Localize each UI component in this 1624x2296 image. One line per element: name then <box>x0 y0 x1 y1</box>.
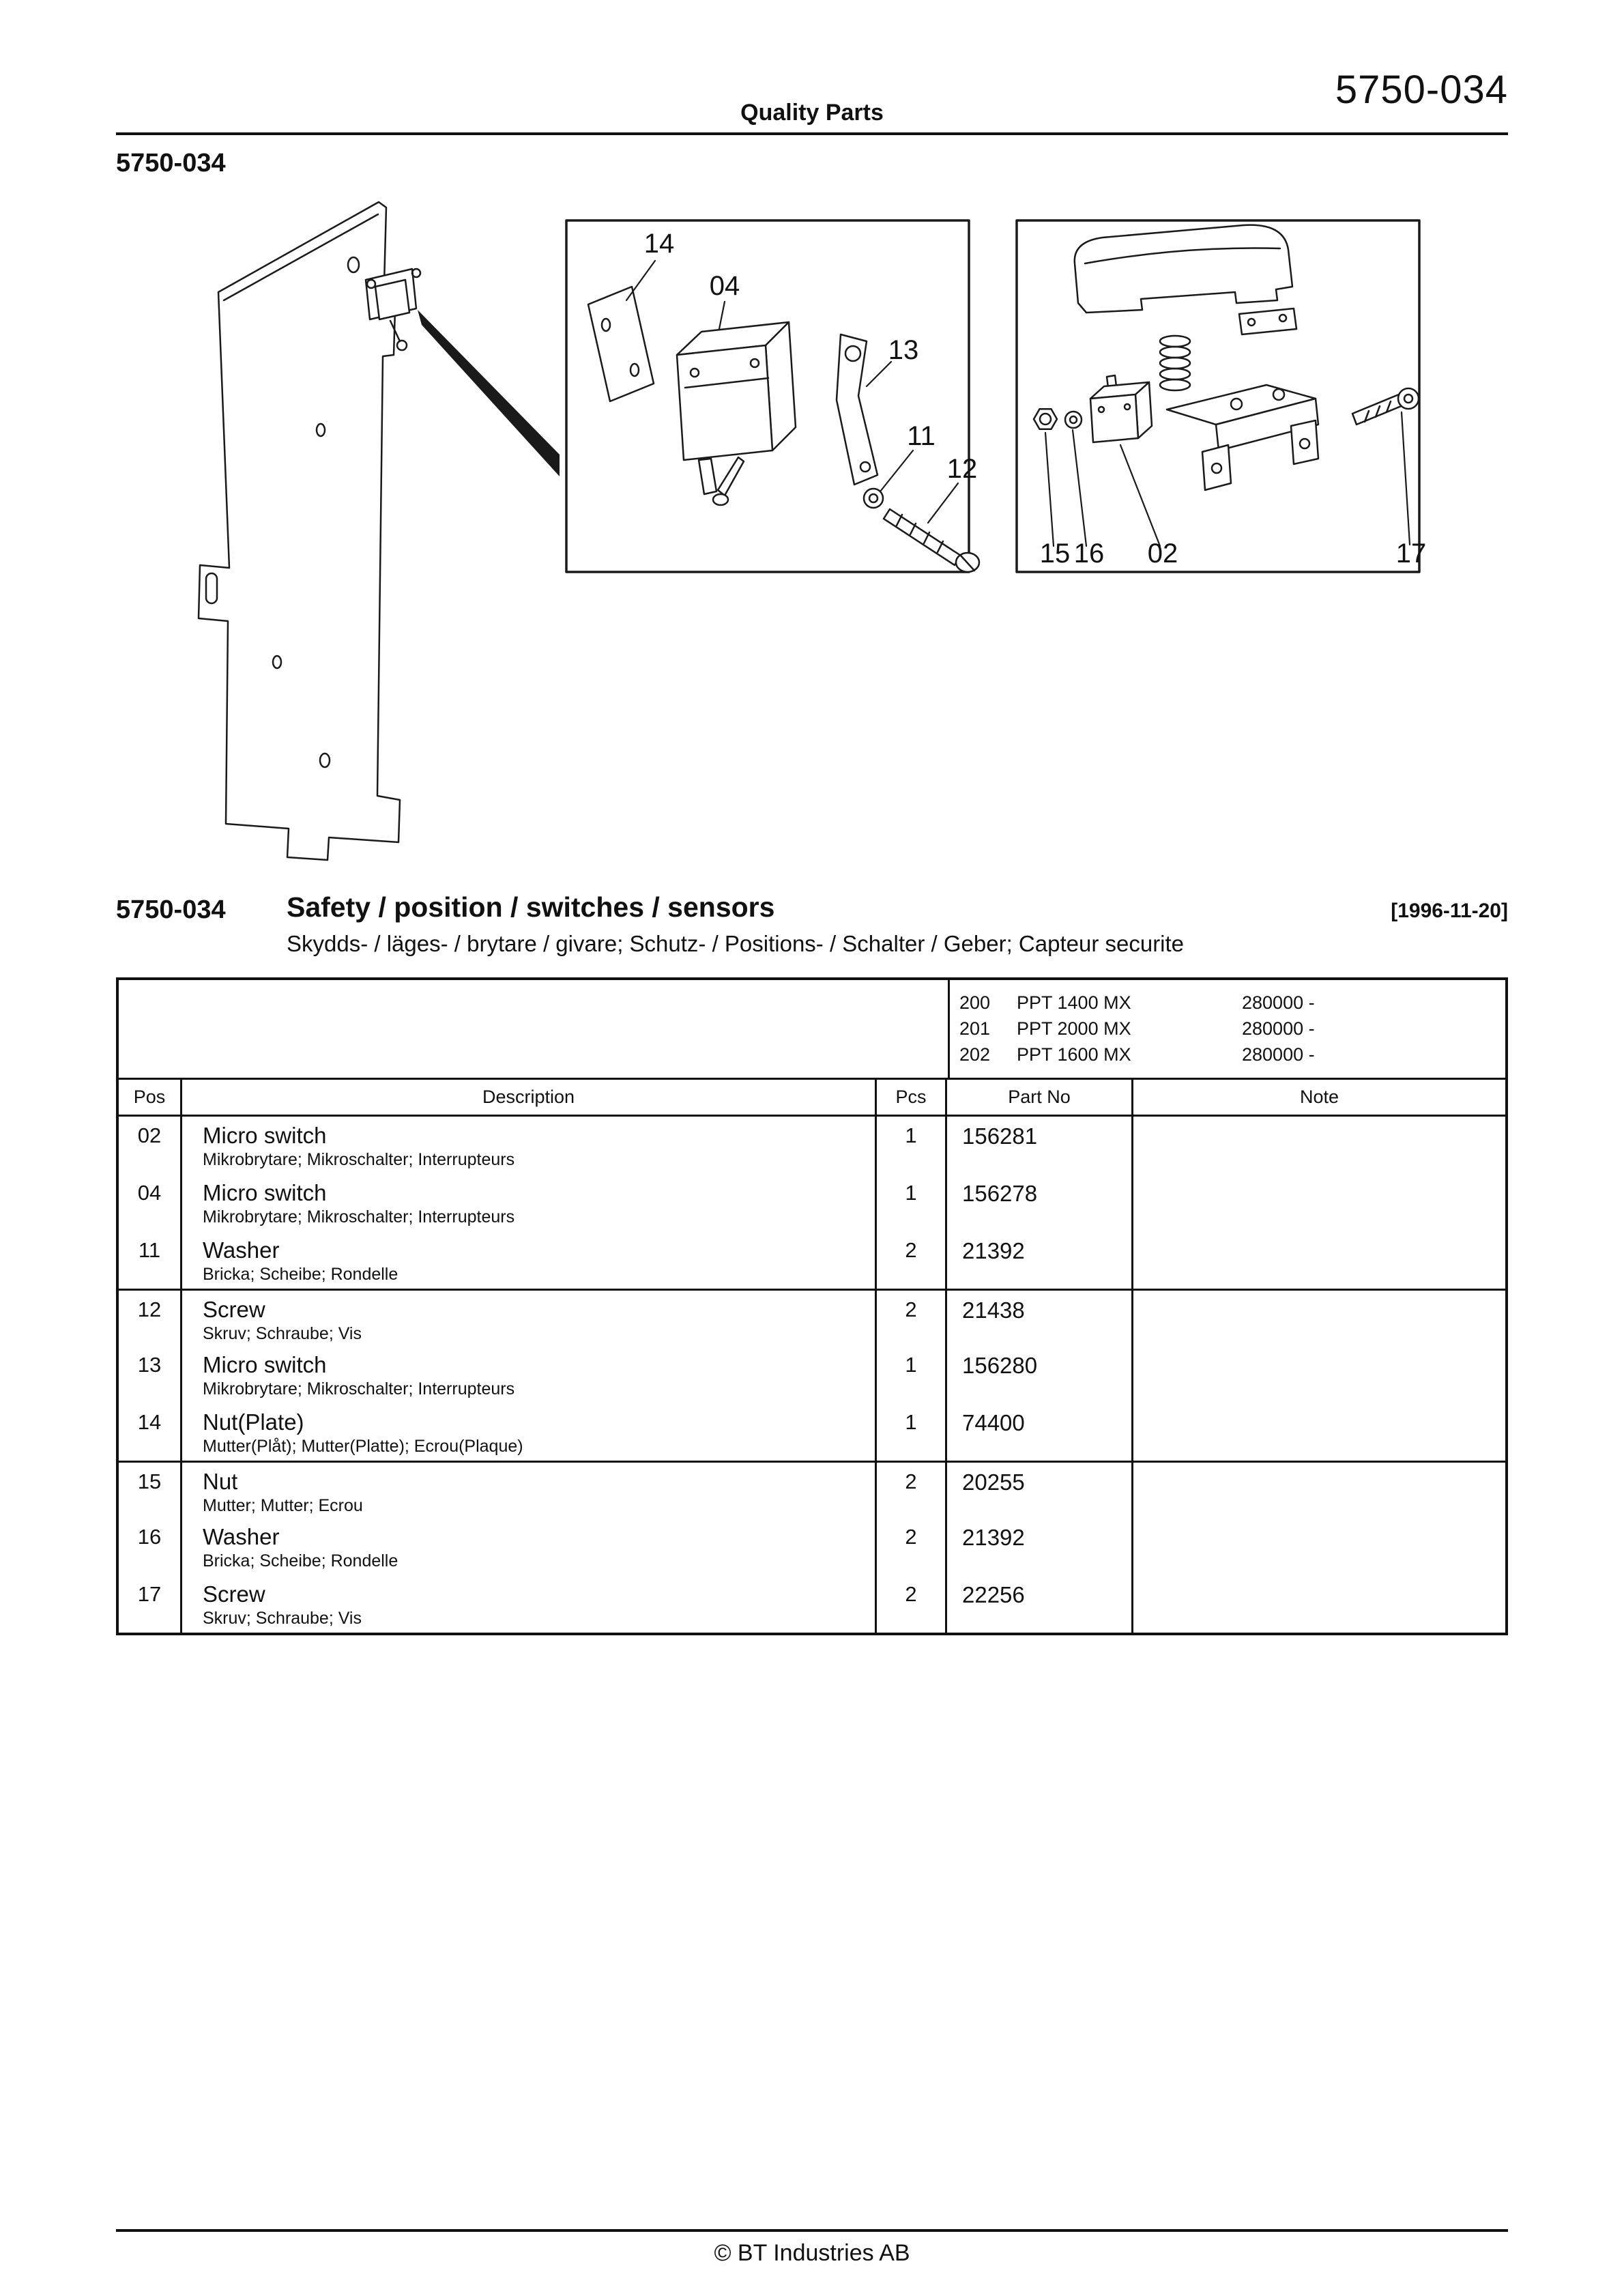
section-code-top: 5750-034 <box>116 149 226 177</box>
row-note <box>1131 1291 1505 1346</box>
table-row <box>119 1346 1505 1403</box>
callout-12: 12 <box>946 454 978 484</box>
col-header-part-no: Part No <box>945 1080 1131 1115</box>
exploded-view-figure <box>116 183 1508 879</box>
description-main: Micro switch <box>203 1180 327 1205</box>
row-pcs: 1 <box>875 1346 945 1403</box>
table-row <box>119 1289 1505 1346</box>
leader-wedge <box>418 310 560 476</box>
description-main: Washer <box>203 1237 280 1263</box>
model-name: PPT 1600 MX <box>1017 1044 1131 1065</box>
description-sub: Bricka; Scheibe; Rondelle <box>203 1265 398 1284</box>
description-sub: Skruv; Schraube; Vis <box>203 1609 362 1628</box>
row-description <box>180 1575 875 1633</box>
table-row <box>119 1518 1505 1575</box>
row-part-no: 74400 <box>945 1403 1131 1461</box>
table-row <box>119 1403 1505 1461</box>
header-rule <box>116 132 1508 135</box>
row-pos: 17 <box>137 1582 162 1606</box>
column-header-row <box>119 1080 1505 1117</box>
model-line <box>959 1016 1505 1042</box>
callout-16: 16 <box>1073 539 1105 569</box>
model-name: PPT 1400 MX <box>1017 992 1131 1013</box>
doc-number: 5750-034 <box>1335 68 1508 112</box>
description-main: Micro switch <box>203 1123 327 1148</box>
row-description <box>180 1518 875 1575</box>
description-sub: Mutter; Mutter; Ecrou <box>203 1496 363 1515</box>
row-pos: 15 <box>137 1469 162 1493</box>
description-main: Washer <box>203 1524 280 1549</box>
detail-box-1 <box>566 220 979 572</box>
row-note <box>1131 1174 1505 1231</box>
col-header-description: Description <box>180 1080 875 1115</box>
row-description <box>180 1403 875 1461</box>
parts-table <box>116 977 1508 1635</box>
row-note <box>1131 1463 1505 1518</box>
row-note <box>1131 1518 1505 1575</box>
table-row <box>119 1117 1505 1174</box>
section-title: Safety / position / switches / sensors <box>287 891 775 923</box>
description-sub: Mikrobrytare; Mikroschalter; Interrupteurs <box>203 1150 515 1169</box>
table-row <box>119 1231 1505 1289</box>
part-15-nut <box>1034 409 1057 429</box>
model-list <box>948 980 1505 1078</box>
row-note <box>1131 1575 1505 1633</box>
detail-box-2 <box>1017 220 1426 572</box>
page-title: Quality Parts <box>740 100 884 126</box>
row-part-no: 21392 <box>945 1231 1131 1289</box>
row-pcs: 2 <box>875 1291 945 1346</box>
row-part-no: 21392 <box>945 1518 1131 1575</box>
row-description <box>180 1117 875 1174</box>
row-pos: 04 <box>137 1181 162 1205</box>
row-pcs: 1 <box>875 1117 945 1174</box>
row-description <box>180 1463 875 1518</box>
row-pos: 12 <box>137 1297 162 1321</box>
part-16-washer <box>1065 412 1082 428</box>
col-header-pcs: Pcs <box>875 1080 945 1115</box>
model-line <box>959 990 1505 1016</box>
callout-17: 17 <box>1395 539 1427 569</box>
section-code: 5750-034 <box>116 895 226 924</box>
description-sub: Mutter(Plåt); Mutter(Platte); Ecrou(Plaque) <box>203 1437 523 1456</box>
callout-15: 15 <box>1039 539 1071 569</box>
section-title-block <box>116 891 1508 966</box>
row-note <box>1131 1117 1505 1174</box>
footer-rule <box>116 2229 1508 2232</box>
row-note <box>1131 1403 1505 1461</box>
section-subtitle: Skydds- / läges- / brytare / givare; Schutz- / Positions- / Schalter / Geber; Capteur securite <box>287 931 1185 956</box>
row-part-no: 21438 <box>945 1291 1131 1346</box>
col-header-pos: Pos <box>133 1087 166 1107</box>
footer-copyright: © BT Industries AB <box>714 2240 910 2266</box>
description-main: Nut(Plate) <box>203 1409 304 1435</box>
description-sub: Skruv; Schraube; Vis <box>203 1324 362 1343</box>
row-part-no: 156278 <box>945 1174 1131 1231</box>
callout-14: 14 <box>643 229 675 259</box>
row-note <box>1131 1231 1505 1289</box>
description-sub: Mikrobrytare; Mikroschalter; Interrupteurs <box>203 1379 515 1398</box>
table-row <box>119 1174 1505 1231</box>
callout-02: 02 <box>1147 539 1178 569</box>
row-pos: 14 <box>137 1410 162 1434</box>
description-main: Screw <box>203 1581 265 1607</box>
model-name: PPT 2000 MX <box>1017 1018 1131 1039</box>
row-part-no: 156281 <box>945 1117 1131 1174</box>
model-line <box>959 1042 1505 1067</box>
callout-13: 13 <box>888 335 919 365</box>
row-pcs: 1 <box>875 1174 945 1231</box>
section-date: [1996-11-20] <box>1391 900 1508 922</box>
row-part-no: 20255 <box>945 1463 1131 1518</box>
row-part-no: 156280 <box>945 1346 1131 1403</box>
row-description <box>180 1291 875 1346</box>
row-pcs: 1 <box>875 1403 945 1461</box>
model-code: 201 <box>959 1018 991 1039</box>
row-pos: 16 <box>137 1525 162 1549</box>
row-description <box>180 1231 875 1289</box>
row-pcs: 2 <box>875 1518 945 1575</box>
row-pcs: 2 <box>875 1575 945 1633</box>
row-pos: 11 <box>138 1238 161 1262</box>
model-serial: 280000 - <box>1242 1044 1315 1065</box>
table-row <box>119 1461 1505 1518</box>
row-pcs: 2 <box>875 1231 945 1289</box>
callout-04: 04 <box>709 271 740 301</box>
row-pcs: 2 <box>875 1463 945 1518</box>
model-code: 202 <box>959 1044 991 1065</box>
row-description <box>180 1174 875 1231</box>
row-part-no: 22256 <box>945 1575 1131 1633</box>
description-sub: Bricka; Scheibe; Rondelle <box>203 1551 398 1570</box>
col-header-note: Note <box>1131 1080 1505 1115</box>
row-description <box>180 1346 875 1403</box>
row-pos: 13 <box>137 1353 162 1377</box>
description-sub: Mikrobrytare; Mikroschalter; Interrupteurs <box>203 1207 515 1226</box>
model-serial: 280000 - <box>1242 992 1315 1013</box>
table-row <box>119 1575 1505 1633</box>
model-code: 200 <box>959 992 991 1013</box>
description-main: Micro switch <box>203 1352 327 1377</box>
description-main: Screw <box>203 1297 265 1322</box>
row-note <box>1131 1346 1505 1403</box>
row-pos: 02 <box>137 1123 162 1147</box>
model-header <box>119 980 1505 1080</box>
description-main: Nut <box>203 1469 238 1494</box>
model-serial: 280000 - <box>1242 1018 1315 1039</box>
callout-11: 11 <box>907 421 936 451</box>
model-header-empty-cell <box>119 980 948 1078</box>
